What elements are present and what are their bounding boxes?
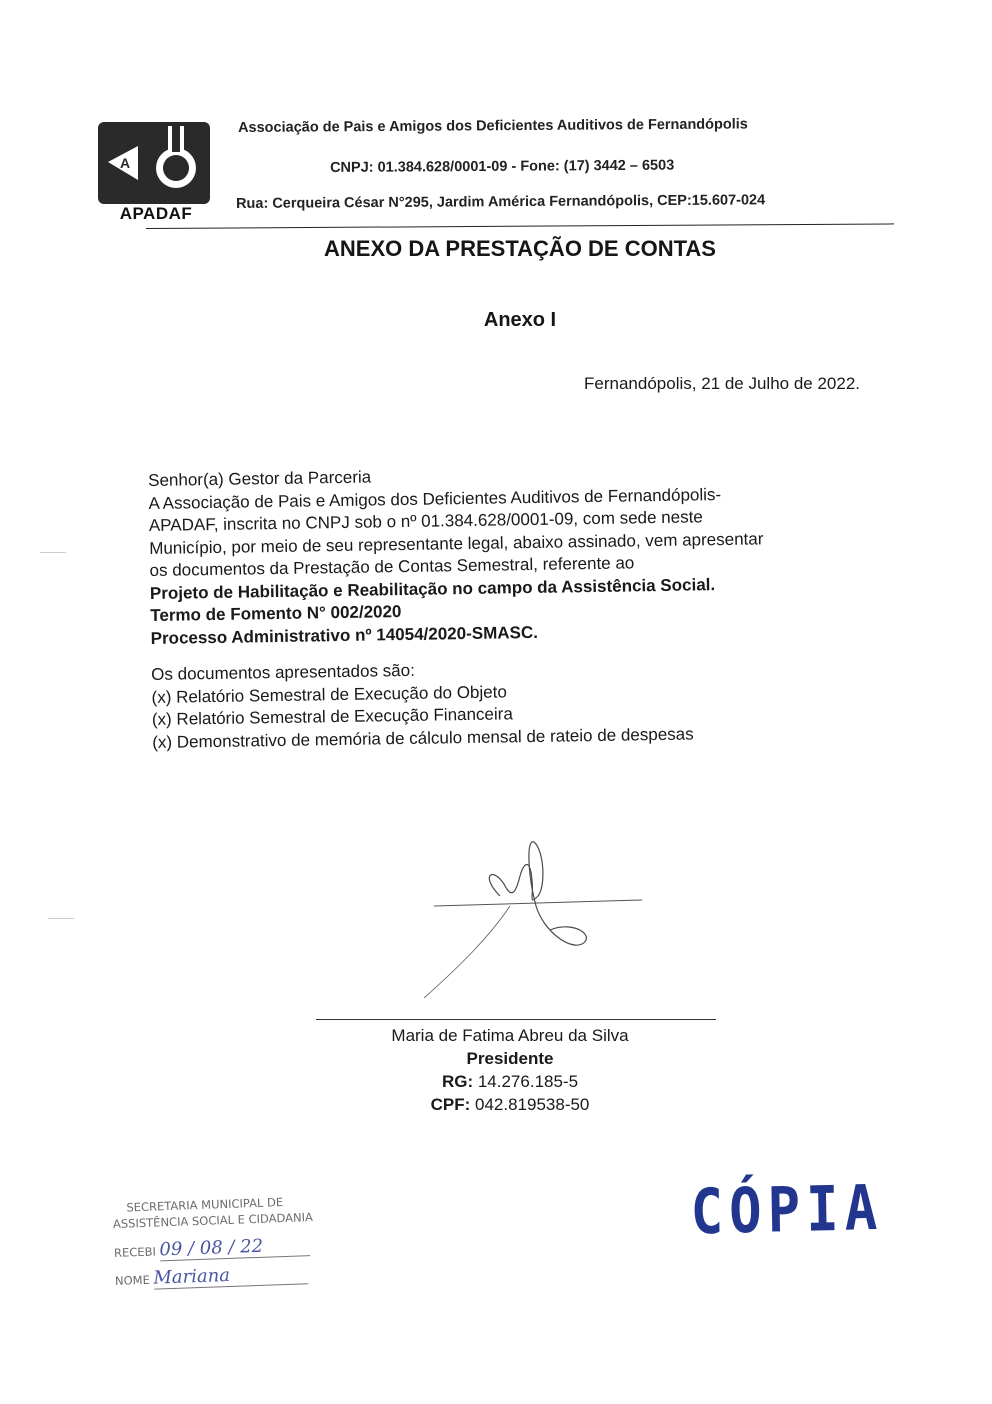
signer-block	[330, 1024, 690, 1116]
org-name: Associação de Pais e Amigos dos Deficientes Auditivos de Fernandópolis	[238, 116, 748, 136]
signer-role: Presidente	[466, 1049, 554, 1068]
handwritten-signature	[420, 836, 650, 1006]
header-divider	[146, 223, 894, 229]
cpf-label: CPF:	[430, 1095, 471, 1114]
signer-rg	[330, 1070, 690, 1093]
signer-cpf	[330, 1093, 690, 1116]
logo-text: APADAF	[119, 204, 193, 223]
salutation: Senhor(a) Gestor da Parceria	[148, 467, 372, 490]
document-item: (x) Relatório Semestral de Execução Financeira	[151, 704, 513, 729]
page-title: ANEXO DA PRESTAÇÃO DE CONTAS	[324, 236, 716, 261]
name-label: NOME	[114, 1272, 151, 1288]
receiver-name: Mariana	[153, 1262, 308, 1289]
org-address: Rua: Cerqueira César N°295, Jardim América Fernandópolis, CEP:15.607-024	[236, 192, 766, 212]
hole-punch-mark	[48, 918, 74, 919]
logo-letter: A	[120, 155, 131, 171]
documents-intro: Os documentos apresentados são:	[151, 660, 416, 684]
signer-name: Maria de Fatima Abreu da Silva	[391, 1026, 629, 1045]
letter-line: APADAF, inscrita no CNPJ sob o nº 01.384.628/0001-09, com sede neste	[148, 507, 703, 535]
signature-line	[316, 1019, 716, 1020]
letter-line: A Associação de Pais e Amigos dos Deficientes Auditivos de Fernandópolis-	[148, 484, 722, 513]
document-date: Fernandópolis, 21 de Julho de 2022.	[584, 374, 860, 393]
received-label: RECEBI	[113, 1244, 157, 1260]
stamp-line-1: SECRETARIA MUNICIPAL DE	[126, 1195, 284, 1215]
document-item: (x) Demonstrativo de memória de cálculo mensal de rateio de despesas	[152, 723, 694, 752]
term-number: Termo de Fomento N° 002/2020	[150, 602, 402, 625]
stamp-line-2: ASSISTÊNCIA SOCIAL E CIDADANIA	[112, 1210, 314, 1231]
project-name: Projeto de Habilitação e Reabilitação no campo da Assistência Social.	[149, 574, 716, 603]
letter-body	[148, 459, 872, 754]
cpf-value: 042.819538-50	[470, 1095, 590, 1114]
receipt-stamp	[112, 1187, 345, 1295]
rg-value: 14.276.185-5	[473, 1072, 579, 1091]
apadaf-logo	[98, 122, 210, 222]
annex-subtitle: Anexo I	[483, 309, 557, 331]
copy-stamp: CÓPIA	[690, 1171, 884, 1249]
process-number: Processo Administrativo nº 14054/2020-SMASC.	[150, 622, 539, 648]
received-date: 09 / 08 / 22	[159, 1234, 310, 1261]
letter-line: os documentos da Prestação de Contas Semestral, referente ao	[149, 553, 635, 580]
letter-line: Município, por meio de seu representante legal, abaixo assinado, vem apresentar	[149, 528, 764, 558]
hole-punch-mark	[40, 552, 66, 553]
rg-label: RG:	[441, 1072, 474, 1091]
document-item: (x) Relatório Semestral de Execução do Objeto	[151, 681, 507, 707]
logo-emblem-icon	[98, 122, 210, 204]
org-cnpj-phone: CNPJ: 01.384.628/0001-09 - Fone: (17) 3442 – 6503	[330, 157, 675, 176]
